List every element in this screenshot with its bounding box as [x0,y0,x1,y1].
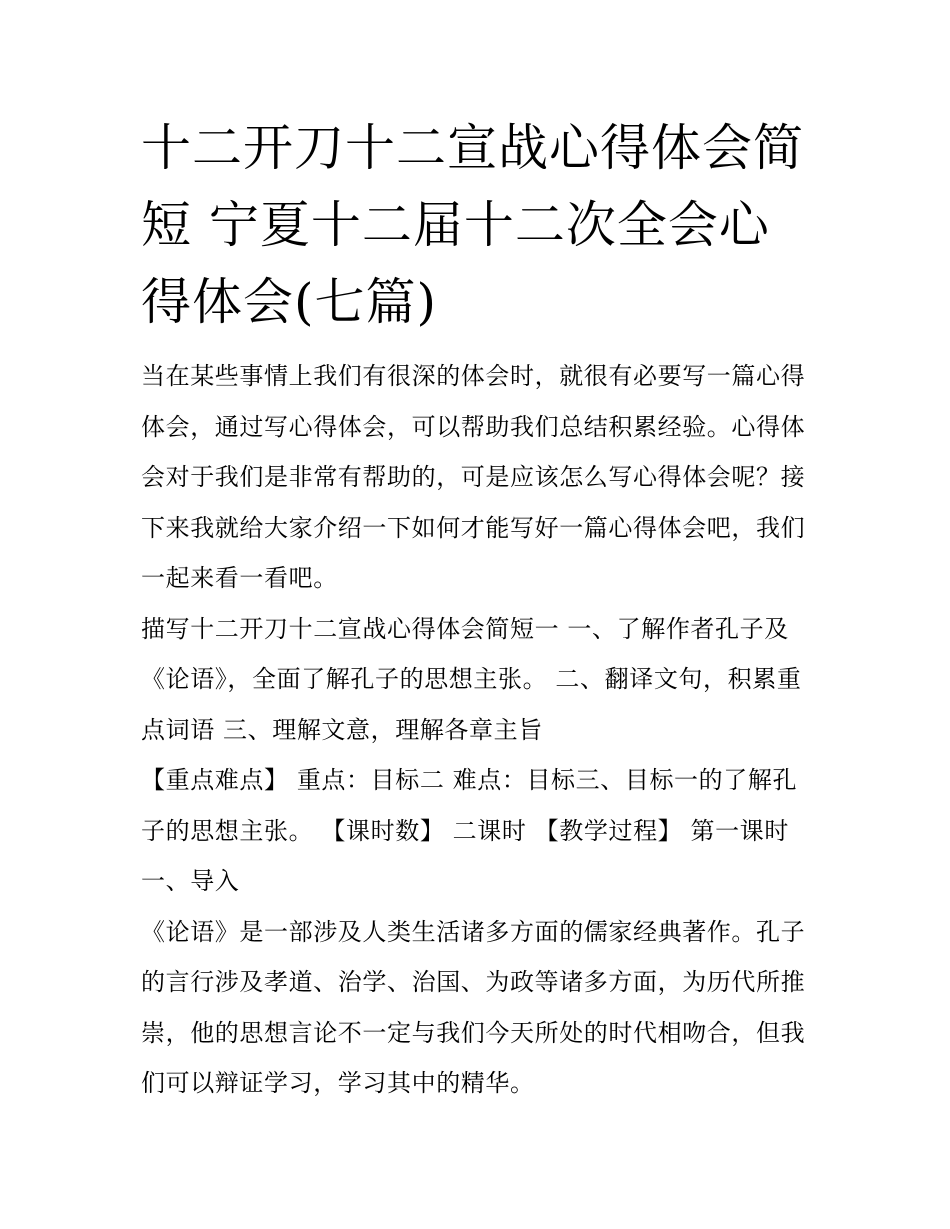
introduction-paragraph: 《论语》是一部涉及人类生活诸多方面的儒家经典著作。孔子的言行涉及孝道、治学、治国、为政等诸多方面，为历代所推崇，他的思想言论不一定与我们今天所处的时代相吻合，但我们可以辩证学习，学习其中的精华。 [141,917,806,1097]
document-body [141,110,816,1109]
document-title: 十二开刀十二宣战心得体会简短 宁夏十二届十二次全会心得体会(七篇) [141,119,804,331]
intro-paragraph: 当在某些事情上我们有很深的体会时，就很有必要写一篇心得体会，通过写心得体会，可以帮助我们总结积累经验。心得体会对于我们是非常有帮助的，可是应该怎么写心得体会呢？接下来我就给大家介绍一下如何才能写好一篇心得体会吧，我们一起来看一看吧。 [141,362,806,592]
objectives-paragraph: 描写十二开刀十二宣战心得体会简短一 一、了解作者孔子及《论语》，全面了解孔子的思想主张。 二、翻译文句，积累重点词语 三、理解文意，理解各章主旨 [141,614,802,744]
key-points-paragraph: 【重点难点】 重点：目标二 难点：目标三、目标一的了解孔子的思想主张。 【课时数】 二课时 【教学过程】 第一课时 一、导入 [141,766,798,895]
